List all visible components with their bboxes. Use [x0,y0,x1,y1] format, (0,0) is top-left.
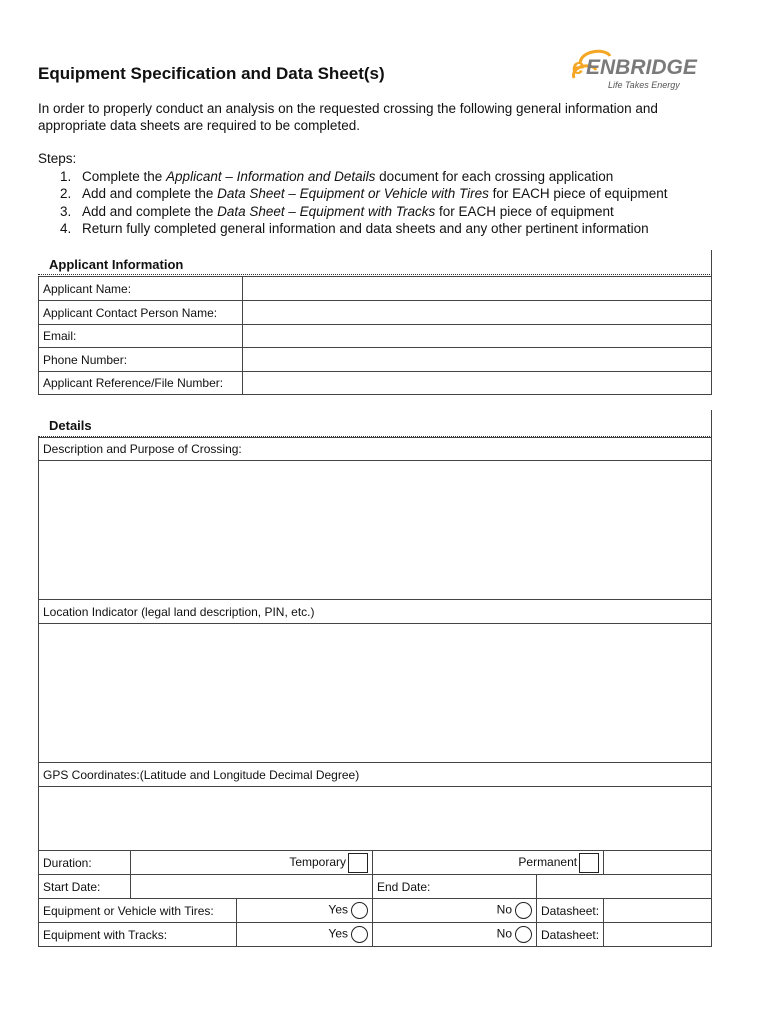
svg-text:Life Takes Energy: Life Takes Energy [608,80,680,90]
tracks-no-radio[interactable] [515,926,532,943]
step-item: 2. Add and complete the Data Sheet – Equipment or Vehicle with Tires for EACH piece of equipment [60,186,668,202]
step-item: 3. Add and complete the Data Sheet – Equipment with Tracks for EACH piece of equipment [60,203,614,219]
temporary-option [131,851,373,875]
table-row [39,923,712,947]
permanent-label: Permanent [518,854,578,869]
gps-label: GPS Coordinates:(Latitude and Longitude Decimal Degree) [39,763,712,787]
section-divider [38,274,712,275]
table-row [39,600,712,624]
tracks-yes-label: Yes [328,926,348,941]
duration-label: Duration: [39,851,131,875]
table-row [39,624,712,763]
table-row [39,301,712,325]
phone-field[interactable] [243,348,712,372]
temporary-checkbox[interactable] [348,853,368,873]
table-row [39,875,712,899]
gps-field[interactable] [39,787,712,851]
step-item: 1. Complete the Applicant – Information and Details document for each crossing application [60,169,614,184]
step-item: 4. Return fully completed general information and data sheets and any other pertinent information [60,220,649,236]
email-field[interactable] [243,325,712,348]
table-row [39,372,712,395]
applicant-name-field[interactable] [243,277,712,301]
table-row [39,438,712,461]
page-title: Equipment Specification and Data Sheet(s) [38,64,385,83]
tires-yes-label: Yes [328,902,348,917]
table-row [39,787,712,851]
end-date-field[interactable] [537,875,712,899]
table-row [39,277,712,301]
duration-extra-cell [604,851,712,875]
details-table [38,437,712,947]
email-label: Email: [39,325,243,348]
steps-list [60,168,667,237]
start-date-field[interactable] [131,875,373,899]
table-row [39,461,712,600]
tracks-datasheet-label: Datasheet: [537,923,604,947]
table-row [39,851,712,875]
table-row [39,325,712,348]
description-field[interactable] [39,461,712,600]
svg-text:e: e [572,54,585,79]
applicant-name-label: Applicant Name: [39,277,243,301]
tires-yes-radio[interactable] [351,902,368,919]
table-row [39,899,712,923]
phone-label: Phone Number: [39,348,243,372]
tracks-label: Equipment with Tracks: [39,923,237,947]
table-row [39,348,712,372]
tires-no-radio[interactable] [515,902,532,919]
contact-person-field[interactable] [243,301,712,325]
location-field[interactable] [39,624,712,763]
description-label: Description and Purpose of Crossing: [39,438,712,461]
tracks-no-option [373,923,537,947]
start-date-label: Start Date: [39,875,131,899]
tracks-yes-radio[interactable] [351,926,368,943]
tires-no-option [373,899,537,923]
tires-yes-option [237,899,373,923]
section-border [711,250,712,276]
temporary-label: Temporary [289,854,346,869]
table-row [39,763,712,787]
tracks-no-label: No [496,926,512,941]
section-border [711,410,712,436]
tires-no-label: No [496,902,512,917]
steps-heading: Steps: [38,151,77,166]
permanent-checkbox[interactable] [579,853,599,873]
applicant-section-title: Applicant Information [49,257,184,272]
end-date-label: End Date: [373,875,537,899]
tires-datasheet-field[interactable] [604,899,712,923]
applicant-table [38,276,712,395]
intro-paragraph: In order to properly conduct an analysis on the requested crossing the following general information and appropriate data sheets are required to be completed. [38,101,658,133]
reference-label: Applicant Reference/File Number: [39,372,243,395]
tires-label: Equipment or Vehicle with Tires: [39,899,237,923]
svg-text:ENBRIDGE: ENBRIDGE [586,56,697,79]
reference-field[interactable] [243,372,712,395]
details-section-title: Details [49,418,92,433]
tracks-datasheet-field[interactable] [604,923,712,947]
contact-person-label: Applicant Contact Person Name: [39,301,243,325]
permanent-option [373,851,604,875]
tracks-yes-option [237,923,373,947]
location-label: Location Indicator (legal land description, PIN, etc.) [39,600,712,624]
enbridge-logo [566,44,726,94]
tires-datasheet-label: Datasheet: [537,899,604,923]
